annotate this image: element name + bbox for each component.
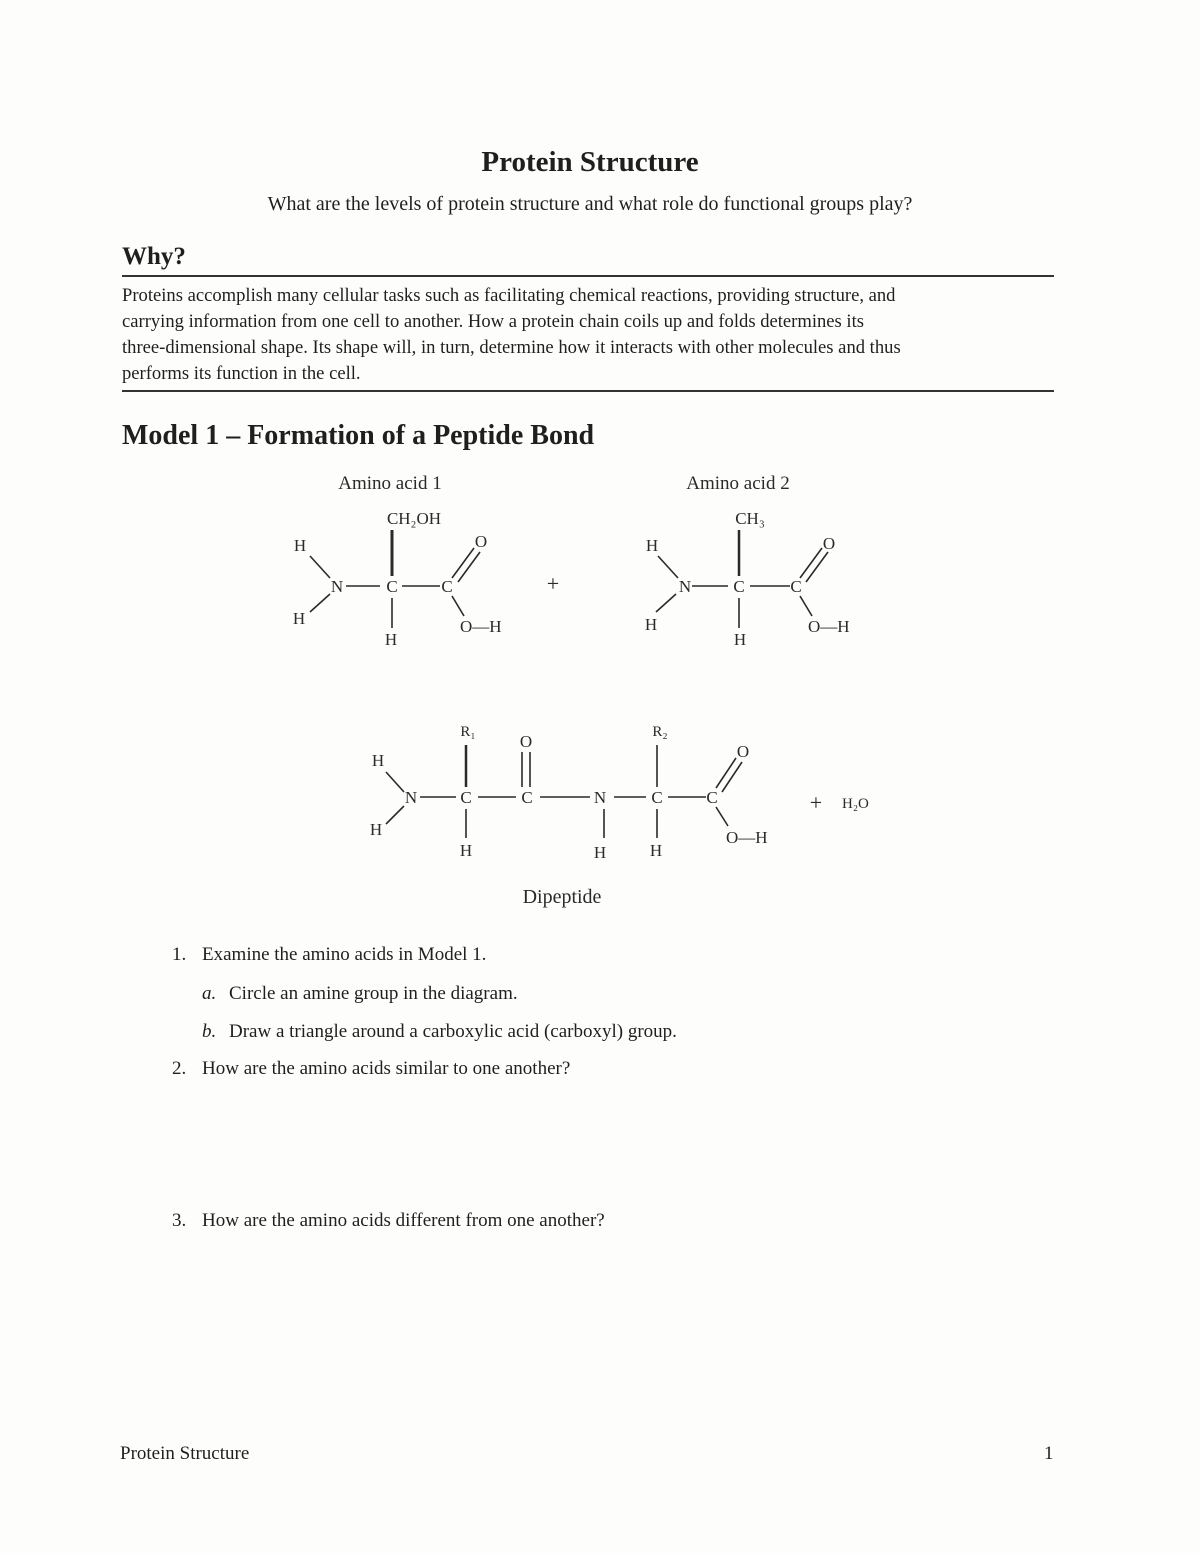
atom-label: H (384, 630, 398, 649)
r2-label: R₂ (652, 724, 668, 740)
atom-label: O—H (726, 828, 768, 847)
question-1b-text: Draw a triangle around a carboxylic acid (carboxyl) group. (229, 1021, 677, 1042)
atom-label: C (521, 788, 533, 807)
atom-label: O (519, 732, 533, 751)
page-title: Protein Structure (481, 146, 699, 178)
atom-label: O (822, 534, 836, 553)
atom-label: O—H (808, 617, 850, 636)
bond (658, 556, 678, 578)
why-line: performs its function in the cell. (122, 363, 361, 384)
atom-label: N (330, 577, 344, 596)
why-bottom-rule (122, 390, 1054, 392)
bond (386, 806, 404, 824)
atom-label: C (651, 788, 663, 807)
atom-label: H (649, 841, 663, 860)
atom-label: H (645, 536, 659, 555)
why-line: Proteins accomplish many cellular tasks such as facilitating chemical reactions, providing structure, and (122, 285, 896, 306)
atom-label: O (474, 532, 488, 551)
atom-label: N (593, 788, 607, 807)
bond (716, 758, 736, 788)
model-heading: Model 1 – Formation of a Peptide Bond (122, 420, 595, 451)
r1-label: R₁ (460, 724, 476, 740)
amino-acid-1-label: Amino acid 1 (338, 473, 442, 494)
why-line: three-dimensional shape. Its shape will, in turn, determine how it interacts with other molecules and thus (122, 337, 901, 358)
why-top-rule (122, 275, 1054, 277)
side-chain-label: CH₂OH (386, 509, 442, 528)
bond (800, 548, 822, 578)
why-line: carrying information from one cell to another. How a protein chain coils up and folds determines its (122, 311, 864, 332)
question-2-number: 2. (172, 1058, 187, 1079)
bond (722, 762, 742, 792)
question-1-number: 1. (172, 944, 187, 965)
page-number: 1 (1044, 1443, 1054, 1464)
bond (310, 594, 330, 612)
atom-label: H (593, 843, 607, 862)
page-subtitle: What are the levels of protein structure and what role do functional groups play? (267, 193, 913, 215)
atom-label: C (386, 577, 398, 596)
question-2-text: How are the amino acids similar to one another? (202, 1058, 571, 1079)
atom-label: H (733, 630, 747, 649)
bond (452, 596, 464, 616)
question-1-text: Examine the amino acids in Model 1. (202, 944, 487, 965)
atom-label: C (733, 577, 745, 596)
bond (806, 552, 828, 582)
dipeptide-label: Dipeptide (522, 886, 602, 908)
question-1a-letter: a. (202, 983, 217, 1004)
plus-sign: + (546, 571, 560, 596)
peptide-bond-diagram (0, 460, 1200, 920)
side-chain-label: CH₃ (735, 509, 765, 528)
bond (458, 552, 480, 582)
water-label: H₂O (842, 796, 869, 812)
atom-label: H (459, 841, 473, 860)
atom-label: C (460, 788, 472, 807)
bond (800, 596, 812, 616)
amino-acid-2-label: Amino acid 2 (686, 473, 790, 494)
atom-label: O—H (460, 617, 502, 636)
atom-label: C (706, 788, 718, 807)
question-1a-text: Circle an amine group in the diagram. (229, 983, 518, 1004)
bond (656, 594, 676, 612)
bond (386, 772, 404, 792)
why-heading: Why? (122, 243, 186, 270)
atom-label: H (644, 615, 658, 634)
question-1b-letter: b. (202, 1021, 217, 1042)
bond (716, 807, 728, 826)
bond (310, 556, 330, 578)
footer-title: Protein Structure (120, 1443, 250, 1464)
atom-label: H (293, 536, 307, 555)
atom-label: N (678, 577, 692, 596)
question-3-text: How are the amino acids different from one another? (202, 1210, 605, 1231)
atom-label: H (371, 751, 385, 770)
plus-sign: + (809, 790, 823, 815)
atom-label: O (736, 742, 750, 761)
atom-label: N (404, 788, 418, 807)
atom-label: C (790, 577, 802, 596)
atom-label: C (441, 577, 453, 596)
why-paragraph (122, 283, 1052, 387)
atom-label: H (292, 609, 306, 628)
atom-label: H (369, 820, 383, 839)
question-3-number: 3. (172, 1210, 187, 1231)
bond (452, 548, 474, 578)
